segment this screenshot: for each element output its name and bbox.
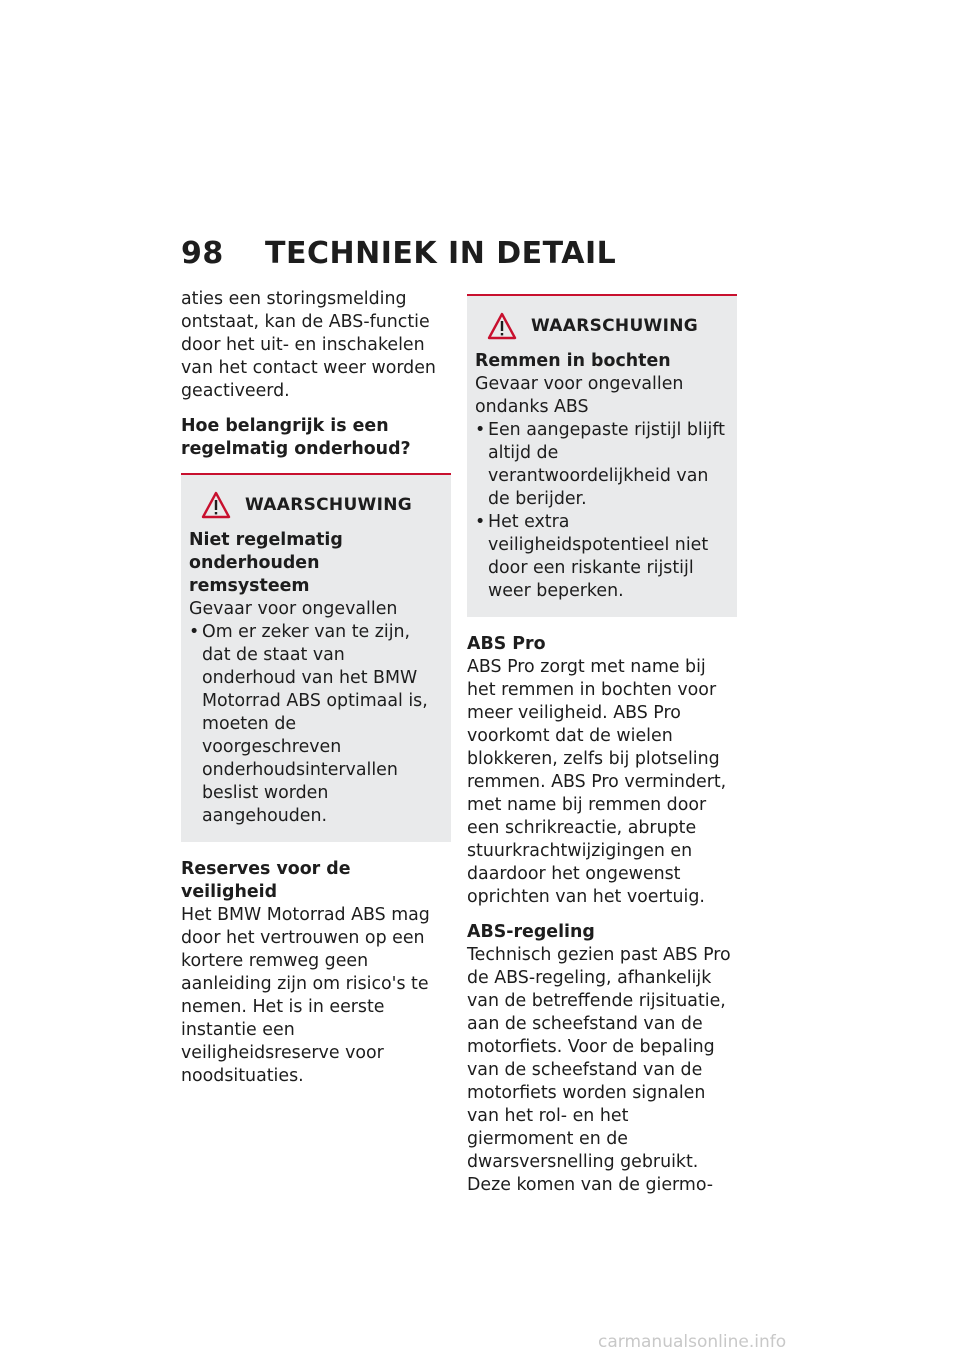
heading-abs-pro: ABS Pro [467,634,546,654]
warning-subtitle: Niet regelmatig onderhouden remsysteem [189,530,343,596]
abs-pro-paragraph: ABS Pro zorgt met name bij het remmen in bochten voor meer veiligheid. ABS Pro voorkomt dat de wielen blokkeren, zelfs bij plotseling remmen. ABS Pro vermindert, met name bij remmen door een schrikreactie, abrupte stuurkrachtwijzigingen en daardoor het ongewenst oprichten van het voertuig. [467,657,727,907]
section-title: TECHNIEK IN DETAIL [265,236,617,271]
page-number: 98 [181,236,224,271]
warning-bullet: • Om er zeker van te zijn, dat de staat van onderhoud van het BMW Motorrad ABS optimaal is, moeten de voorgeschreven onderhoudsintervallen beslist worden aangehouden. [189,621,439,828]
reserves-paragraph: Het BMW Motorrad ABS mag door het vertrouwen op een kortere remweg geen aanleiding zijn om risico's te nemen. Het is in eerste instantie een veiligheidsreserve voor noodsituaties. [181,905,430,1086]
warning-box-cornering [467,294,737,617]
right-column [467,288,737,1209]
warning-triangle-icon [201,491,231,519]
left-column [181,288,451,1100]
warning-subtitle: Remmen in bochten [475,351,671,371]
warning-bullet: • Een aangepaste rijstijl blijft altijd de verantwoordelijkheid van de berijder. [475,419,725,511]
warning-header [189,491,439,519]
heading-maintenance: Hoe belangrijk is een regelmatig onderhoud? [181,416,411,459]
heading-reserves: Reserves voor de veiligheid [181,859,351,902]
warning-triangle-icon [487,312,517,340]
warning-title: WAARSCHUWING [531,315,699,336]
warning-hazard: Gevaar voor ongevallen [189,599,398,619]
warning-bullets [475,419,725,603]
abs-regeling-paragraph: Technisch gezien past ABS Pro de ABS-regeling, afhankelijk van de betreffende rijsituatie, aan de scheefstand van de motorfiets. Voor de bepaling van de scheefstand van de motorfiets worden signalen van het rol- en het giermoment en de dwarsversnelling gebruikt. Deze komen van de giermo- [467,945,731,1195]
warning-bullets [189,621,439,828]
intro-paragraph: aties een storingsmelding ontstaat, kan de ABS-functie door het uit- en inschakelen van het contact weer worden geactiveerd. [181,289,436,401]
heading-abs-regeling: ABS-regeling [467,922,595,942]
warning-header [475,312,725,340]
warning-hazard: Gevaar voor ongevallen ondanks ABS [475,374,684,417]
warning-box-maintenance [181,473,451,842]
warning-title: WAARSCHUWING [245,494,413,515]
page-header [181,236,616,271]
warning-bullet: • Het extra veiligheidspotentieel niet door een riskante rijstijl weer beperken. [475,511,725,603]
watermark: carmanualsonline.info [598,1332,787,1352]
